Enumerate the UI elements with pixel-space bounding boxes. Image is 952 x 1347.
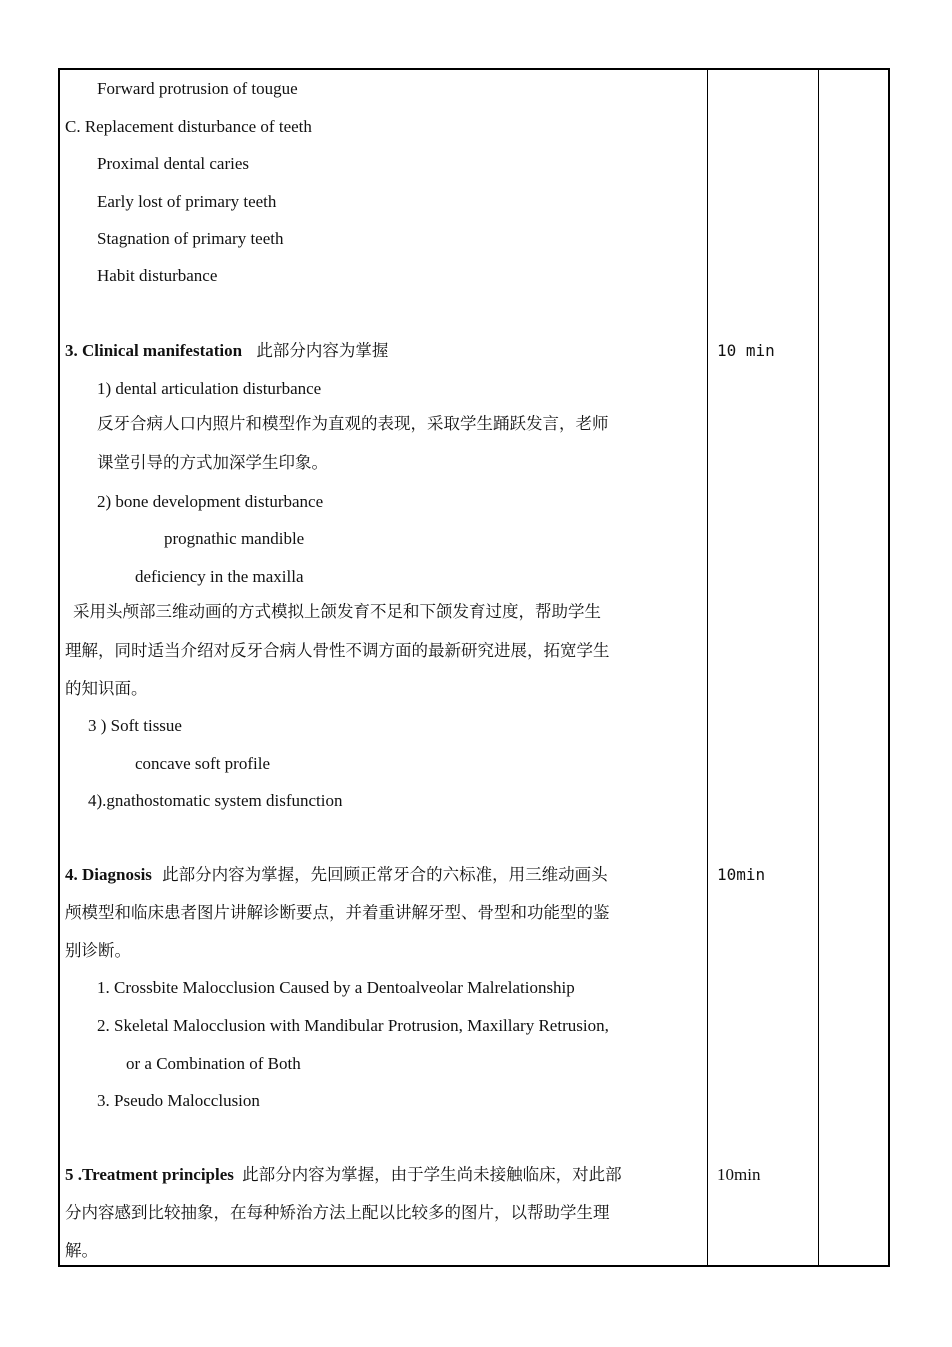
section-3-heading [65, 341, 388, 361]
time-section-3: 10 min [717, 341, 775, 360]
section-4-heading [65, 865, 608, 885]
section-3-item-1: 1) dental articulation disturbance [97, 379, 322, 398]
text-stagnation: Stagnation of primary teeth [97, 229, 284, 248]
section-4-list-item-3: 3. Pseudo Malocclusion [97, 1091, 260, 1110]
column-divider-2 [818, 70, 819, 1265]
text-proximal: Proximal dental caries [97, 154, 250, 173]
section-3-concave: concave soft profile [135, 754, 270, 773]
section-4-list-item-1: 1. Crossbite Malocclusion Caused by a Dentoalveolar Malrelationship [97, 978, 575, 997]
section-3-item-4: 4).gnathostomatic system disfunction [88, 791, 343, 810]
text-section-c: C. Replacement disturbance of teeth [65, 117, 312, 136]
section-5-cn-c: 解。 [65, 1241, 98, 1260]
section-3-cn-1a: 反牙合病人口内照片和模型作为直观的表现，采取学生踊跃发言，老师 [97, 414, 609, 433]
section-3-cn-1b: 课堂引导的方式加深学生印象。 [97, 453, 328, 472]
section-5-cn-a: 此部分内容为掌握，由于学生尚未接触临床，对此部 [242, 1165, 622, 1184]
time-section-4: 10min [717, 865, 766, 884]
section-3-note: 此部分内容为掌握 [256, 341, 389, 360]
section-3-item-2: 2) bone development disturbance [97, 492, 324, 511]
section-3-item-3: 3 ) Soft tissue [88, 716, 182, 735]
text-early-lost: Early lost of primary teeth [97, 192, 277, 211]
time-section-5: 10min [717, 1165, 761, 1184]
section-3-title: 3. Clinical manifestation [65, 341, 243, 360]
column-divider-1 [707, 70, 708, 1265]
section-4-list-item-2b: or a Combination of Both [126, 1054, 301, 1073]
section-3-prognathic: prognathic mandible [164, 529, 305, 548]
section-4-title: 4. Diagnosis [65, 865, 152, 884]
section-5-heading [65, 1165, 622, 1185]
text-forward-protrusion: Forward protrusion of tougue [97, 79, 298, 98]
section-3-deficiency: deficiency in the maxilla [135, 567, 304, 586]
section-5-cn-b: 分内容感到比较抽象，在每种矫治方法上配以比较多的图片，以帮助学生理 [65, 1203, 610, 1222]
text-habit: Habit disturbance [97, 266, 218, 285]
section-4-cn-c: 别诊断。 [65, 941, 131, 960]
section-4-cn-a: 此部分内容为掌握，先回顾正常牙合的六标准，用三维动画头 [162, 865, 608, 884]
section-4-list-item-2: 2. Skeletal Malocclusion with Mandibular Protrusion, Maxillary Retrusion, [97, 1016, 609, 1035]
section-3-cn-2b: 理解，同时适当介绍对反牙合病人骨性不调方面的最新研究进展，拓宽学生 [65, 641, 610, 660]
section-3-cn-2c: 的知识面。 [65, 679, 148, 698]
section-4-cn-b: 颅模型和临床患者图片讲解诊断要点，并着重讲解牙型、骨型和功能型的鉴 [65, 903, 610, 922]
section-3-cn-2a: 采用头颅部三维动画的方式模拟上颌发育不足和下颌发育过度，帮助学生 [73, 602, 601, 621]
section-5-title: 5 .Treatment principles [65, 1165, 234, 1184]
